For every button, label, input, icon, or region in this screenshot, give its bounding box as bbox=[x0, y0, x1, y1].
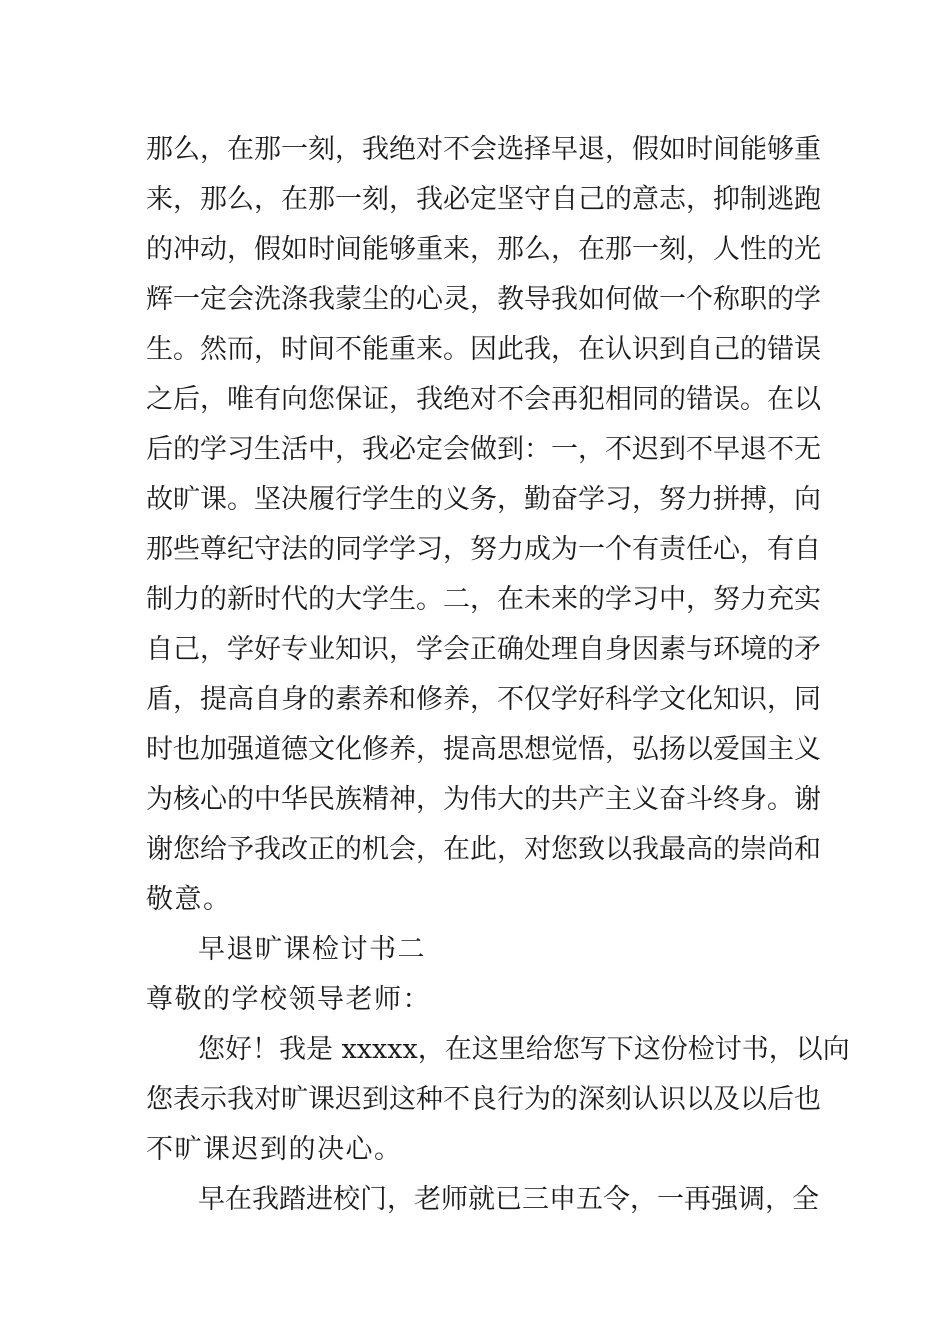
body-text-line: 敬意。 bbox=[146, 884, 232, 915]
body-text-line: 不旷课迟到的决心。 bbox=[146, 1134, 403, 1165]
body-text-line: 生。然而，时间不能重来。因此我，在认识到自己的错误 bbox=[146, 334, 821, 365]
body-text-line: 您好！我是 xxxxx，在这里给您写下这份检讨书，以向 bbox=[198, 1034, 850, 1065]
body-text-line: 故旷课。坚决履行学生的义务，勤奋学习，努力拼搏，向 bbox=[146, 484, 821, 515]
body-text-line: 制力的新时代的大学生。二，在未来的学习中，努力充实 bbox=[146, 584, 821, 615]
salutation: 尊敬的学校领导老师： bbox=[146, 984, 431, 1015]
body-text-line: 来，那么，在那一刻，我必定坚守自己的意志，抑制逃跑 bbox=[146, 184, 821, 215]
body-text-line: 为核心的中华民族精神，为伟大的共产主义奋斗终身。谢 bbox=[146, 784, 821, 815]
body-text-line: 辉一定会洗涤我蒙尘的心灵，教导我如何做一个称职的学 bbox=[146, 284, 821, 315]
body-text-line: 那么，在那一刻，我绝对不会选择早退，假如时间能够重 bbox=[146, 134, 821, 165]
body-text-line: 后的学习生活中，我必定会做到：一，不迟到不早退不无 bbox=[146, 434, 821, 465]
body-text-line: 您表示我对旷课迟到这种不良行为的深刻认识以及以后也 bbox=[146, 1084, 821, 1115]
body-text-line: 那些尊纪守法的同学学习，努力成为一个有责任心，有自 bbox=[146, 534, 821, 565]
body-text-line: 盾，提高自身的素养和修养，不仅学好科学文化知识，同 bbox=[146, 684, 821, 715]
section-title: 早退旷课检讨书二 bbox=[198, 934, 426, 965]
body-text-line: 之后，唯有向您保证，我绝对不会再犯相同的错误。在以 bbox=[146, 384, 821, 415]
body-text-line: 早在我踏进校门，老师就已三申五令，一再强调，全 bbox=[198, 1184, 819, 1215]
body-text-line: 自己，学好专业知识，学会正确处理自身因素与环境的矛 bbox=[146, 634, 821, 665]
body-text-line: 谢您给予我改正的机会，在此，对您致以我最高的崇尚和 bbox=[146, 834, 821, 865]
body-text-line: 时也加强道德文化修养，提高思想觉悟，弘扬以爱国主义 bbox=[146, 734, 821, 765]
body-text-line: 的冲动，假如时间能够重来，那么，在那一刻，人性的光 bbox=[146, 234, 821, 265]
